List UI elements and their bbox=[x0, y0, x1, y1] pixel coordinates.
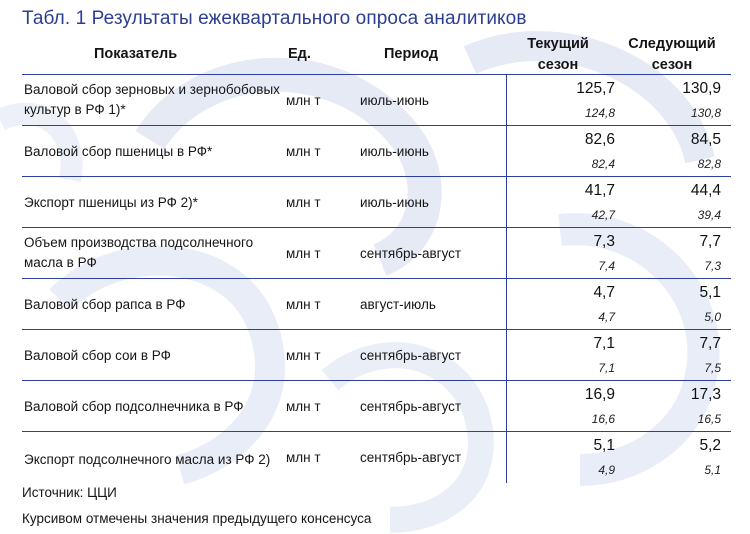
next-prev-consensus: 7,3 bbox=[704, 259, 721, 273]
next-prev-consensus: 5,1 bbox=[704, 463, 721, 477]
current-value: 5,1 bbox=[593, 437, 615, 454]
row-unit: млн т bbox=[286, 297, 321, 312]
current-value: 4,7 bbox=[593, 284, 615, 301]
table-row bbox=[22, 380, 731, 431]
header-current-season bbox=[518, 34, 598, 76]
header-next-line2: сезон bbox=[651, 57, 693, 73]
next-prev-consensus: 39,4 bbox=[697, 208, 721, 222]
current-value: 41,7 bbox=[584, 182, 615, 199]
current-value: 16,9 bbox=[584, 386, 615, 403]
row-indicator: Валовой сбор пшеницы в РФ* bbox=[24, 144, 213, 159]
next-value: 5,2 bbox=[699, 437, 721, 454]
next-value: 7,7 bbox=[699, 233, 721, 250]
next-prev-consensus: 5,0 bbox=[704, 310, 721, 324]
current-prev-consensus: 7,1 bbox=[598, 361, 615, 375]
row-indicator: Валовой сбор рапса в РФ bbox=[24, 297, 186, 312]
current-value: 7,1 bbox=[593, 335, 615, 352]
header-indicator: Показатель bbox=[94, 46, 178, 62]
row-unit: млн т bbox=[286, 399, 321, 414]
row-indicator: Объем производства подсолнечного масла в РФ bbox=[24, 235, 254, 270]
current-value: 82,6 bbox=[584, 131, 615, 148]
table-row bbox=[22, 125, 731, 176]
row-period: июль-июнь bbox=[360, 93, 429, 108]
row-period: сентябрь-август bbox=[360, 450, 462, 465]
current-prev-consensus: 4,7 bbox=[598, 310, 615, 324]
current-prev-consensus: 4,9 bbox=[598, 463, 615, 477]
table-row bbox=[22, 329, 731, 380]
current-prev-consensus: 7,4 bbox=[598, 259, 615, 273]
current-prev-consensus: 42,7 bbox=[591, 208, 615, 222]
table-row bbox=[22, 176, 731, 227]
row-period: август-июль bbox=[360, 297, 436, 312]
current-prev-consensus: 124,8 bbox=[584, 106, 615, 120]
row-indicator: Экспорт пшеницы из РФ 2)* bbox=[24, 195, 198, 210]
table-row bbox=[22, 227, 731, 278]
next-value: 17,3 bbox=[690, 386, 721, 403]
current-prev-consensus: 82,4 bbox=[591, 157, 615, 171]
footnote: Курсивом отмечены значения предыдущего консенсуса bbox=[22, 511, 372, 526]
row-unit: млн т bbox=[286, 450, 321, 465]
row-period: июль-июнь bbox=[360, 144, 429, 159]
table-row bbox=[22, 74, 731, 125]
header-period: Период bbox=[384, 46, 439, 62]
next-prev-consensus: 7,5 bbox=[704, 361, 721, 375]
source-note: Источник: ЦЦИ bbox=[22, 485, 117, 500]
row-indicator: Экспорт подсолнечного масла из РФ 2) bbox=[24, 452, 271, 467]
current-value: 7,3 bbox=[593, 233, 615, 250]
next-value: 44,4 bbox=[690, 182, 721, 199]
header-current-line2: сезон bbox=[537, 57, 579, 73]
header-next-season bbox=[622, 34, 722, 76]
header-next-line1: Следующий bbox=[628, 36, 716, 52]
row-period: сентябрь-август bbox=[360, 399, 462, 414]
row-unit: млн т bbox=[286, 348, 321, 363]
table-title: Табл. 1 Результаты ежеквартального опроса аналитиков bbox=[22, 8, 527, 29]
next-value: 7,7 bbox=[699, 335, 721, 352]
current-value: 125,7 bbox=[576, 80, 615, 97]
next-value: 5,1 bbox=[699, 284, 721, 301]
row-period: сентябрь-август bbox=[360, 348, 462, 363]
row-indicator: Валовой сбор зерновых и зернобобовых культур в РФ 1)* bbox=[24, 82, 280, 117]
next-value: 84,5 bbox=[690, 131, 721, 148]
row-unit: млн т bbox=[286, 246, 321, 261]
row-unit: млн т bbox=[286, 195, 321, 210]
row-unit: млн т bbox=[286, 93, 321, 108]
row-indicator: Валовой сбор сои в РФ bbox=[24, 348, 171, 363]
next-value: 130,9 bbox=[682, 80, 721, 97]
header-current-line1: Текущий bbox=[527, 36, 589, 52]
table-row bbox=[22, 431, 731, 482]
row-indicator: Валовой сбор подсолнечника в РФ bbox=[24, 399, 244, 414]
header-unit: Ед. bbox=[288, 46, 311, 62]
row-period: сентябрь-август bbox=[360, 246, 462, 261]
current-prev-consensus: 16,6 bbox=[591, 412, 615, 426]
next-prev-consensus: 130,8 bbox=[690, 106, 721, 120]
row-period: июль-июнь bbox=[360, 195, 429, 210]
next-prev-consensus: 16,5 bbox=[697, 412, 721, 426]
table-row bbox=[22, 278, 731, 329]
row-unit: млн т bbox=[286, 144, 321, 159]
next-prev-consensus: 82,8 bbox=[697, 157, 721, 171]
